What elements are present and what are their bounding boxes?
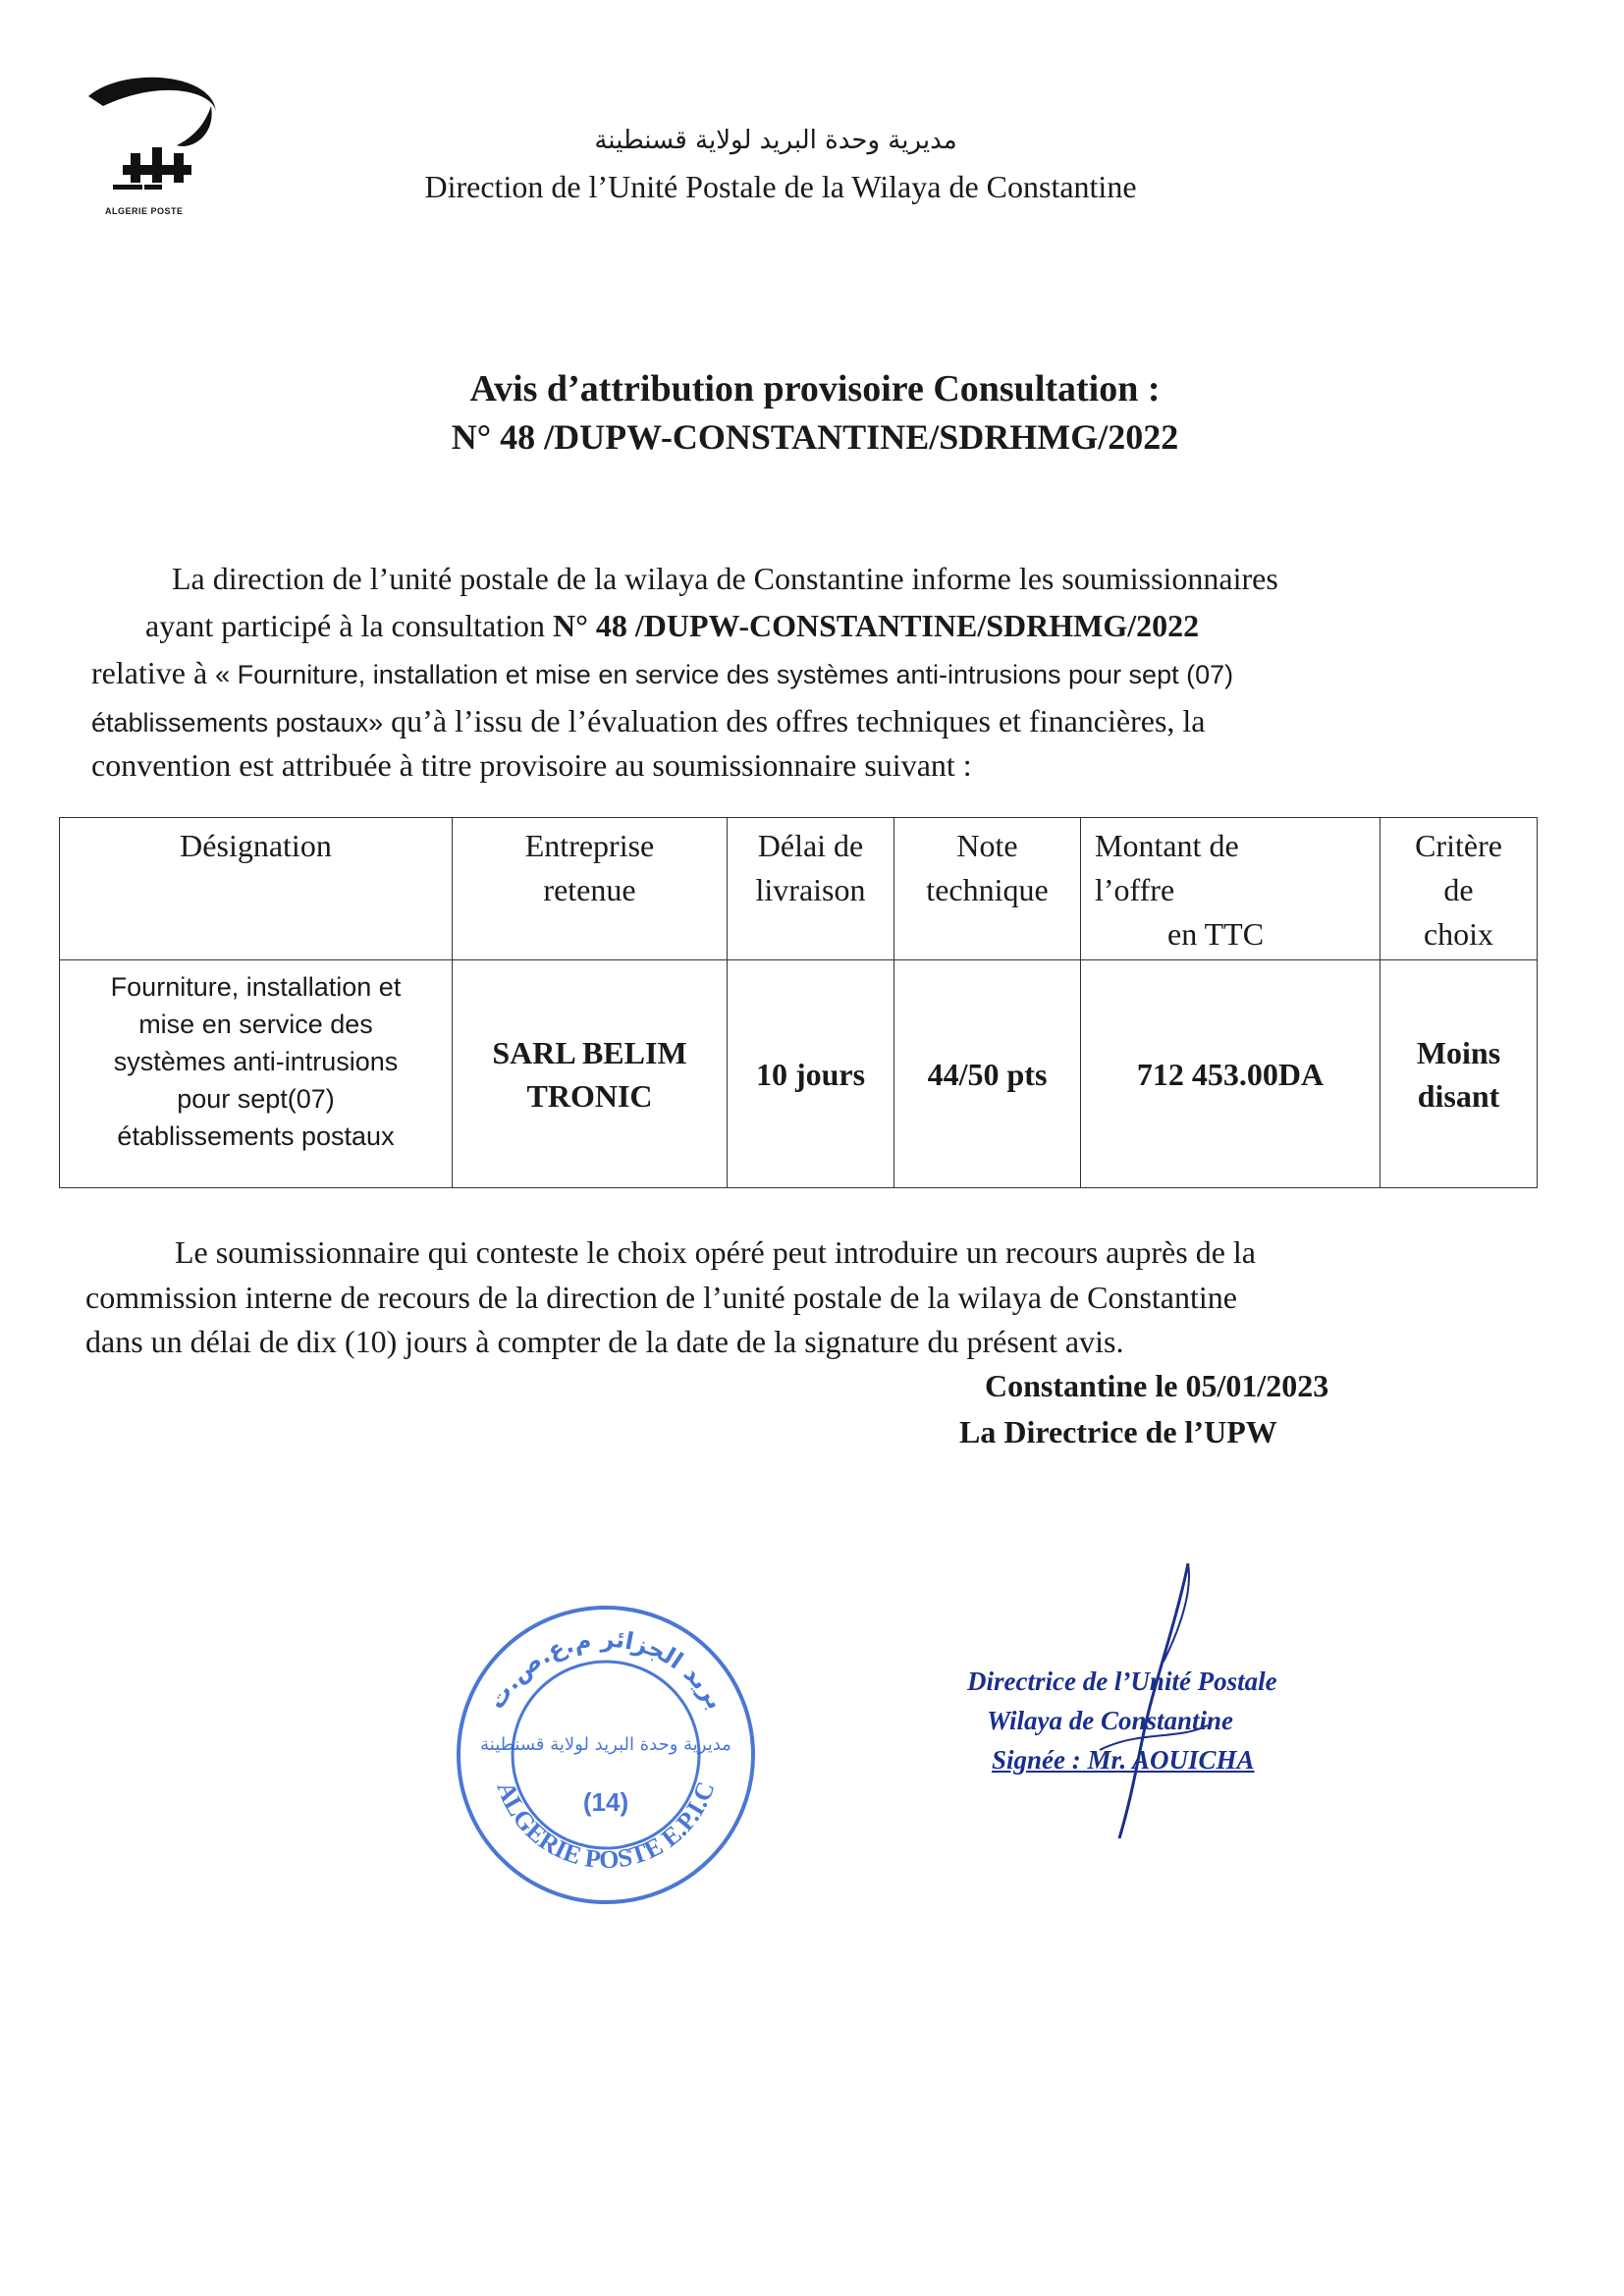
header-designation: Désignation xyxy=(60,818,453,960)
cell-entreprise: SARL BELIM TRONIC xyxy=(453,960,728,1188)
signature-line-3: Signée : Mr. AOUICHA xyxy=(992,1745,1255,1775)
header-critere: Critère de choix xyxy=(1380,818,1538,960)
cell-delai: 10 jours xyxy=(728,960,894,1188)
table-row xyxy=(60,960,1538,1188)
subject-text-end: établissements postaux» xyxy=(91,708,384,738)
consultation-reference: N° 48 /DUPW-CONSTANTINE/SDRHMG/2022 xyxy=(552,608,1200,643)
official-stamp xyxy=(444,1593,768,1917)
header-french-title: Direction de l’Unité Postale de la Wilaya de Constantine xyxy=(424,169,1137,204)
header-delai: Délai de livraison xyxy=(728,818,894,960)
algerie-poste-logo xyxy=(83,67,231,224)
body-line-2-prefix: ayant participé à la consultation xyxy=(145,608,553,643)
place-date: Constantine le 05/01/2023 xyxy=(985,1368,1329,1403)
signature-line-1: Directrice de l’Unité Postale xyxy=(967,1667,1277,1696)
notice-reference: N° 48 /DUPW-CONSTANTINE/SDRHMG/2022 xyxy=(451,417,1179,457)
closing-line-3: dans un délai de dix (10) jours à compter de la date de la signature du présent avis. xyxy=(85,1324,1124,1359)
header-entreprise: Entreprise retenue xyxy=(453,818,728,960)
closing-line-1: Le soumissionnaire qui conteste le choix opéré peut introduire un recours auprès de la xyxy=(175,1234,1256,1270)
closing-line-2: commission interne de recours de la direction de l’unité postale de la wilaya de Constantine xyxy=(85,1280,1237,1315)
body-line-4-suffix: qu’à l’issu de l’évaluation des offres techniques et financières, la xyxy=(383,703,1206,738)
signature-stamp-block xyxy=(967,1662,1380,1779)
stamp-top-text: بريد الجزائر م.ع.ص.ت xyxy=(482,1624,731,1715)
header-montant: Montant de l’offre en TTC xyxy=(1081,818,1380,960)
signatory-title: La Directrice de l’UPW xyxy=(959,1414,1277,1449)
stamp-number: (14) xyxy=(582,1787,629,1817)
svg-text:بريد الجزائر م.ع.ص.ت xyxy=(482,1625,730,1714)
header-arabic-title: مديرية وحدة البريد لولاية قسنطينة xyxy=(594,126,957,155)
subject-text: « Fourniture, installation et mise en service des systèmes anti-intrusions pour sept (07) xyxy=(215,660,1234,689)
logo-caption: ALGERIE POSTE xyxy=(105,206,184,216)
cell-note: 44/50 pts xyxy=(894,960,1081,1188)
cell-montant: 712 453.00DA xyxy=(1081,960,1380,1188)
cell-critere: Moins disant xyxy=(1380,960,1538,1188)
cell-designation: Fourniture, installation et mise en service des systèmes anti-intrusions pour sept(07) établissements postaux xyxy=(60,960,453,1188)
stamp-inner-text: مديرية وحدة البريد لولاية قسنطينة xyxy=(480,1734,731,1755)
body-line-1: La direction de l’unité postale de la wilaya de Constantine informe les soumissionnaires xyxy=(172,561,1278,596)
stamp-bottom-text: ALGERIE POSTE E.P.I.C xyxy=(491,1777,721,1875)
body-line-3-prefix: relative à xyxy=(91,655,216,690)
signature-line-2: Wilaya de Constantine xyxy=(987,1706,1234,1735)
body-line-5: convention est attribuée à titre provisoire au soumissionnaire suivant : xyxy=(91,747,972,783)
body-line-4 xyxy=(91,697,1206,747)
body-line-3 xyxy=(91,649,1233,699)
header-note: Note technique xyxy=(894,818,1081,960)
body-line-2 xyxy=(145,602,1199,650)
table-header-row xyxy=(60,818,1538,960)
award-table xyxy=(59,817,1538,1188)
notice-title: Avis d’attribution provisoire Consultation : xyxy=(469,368,1161,410)
